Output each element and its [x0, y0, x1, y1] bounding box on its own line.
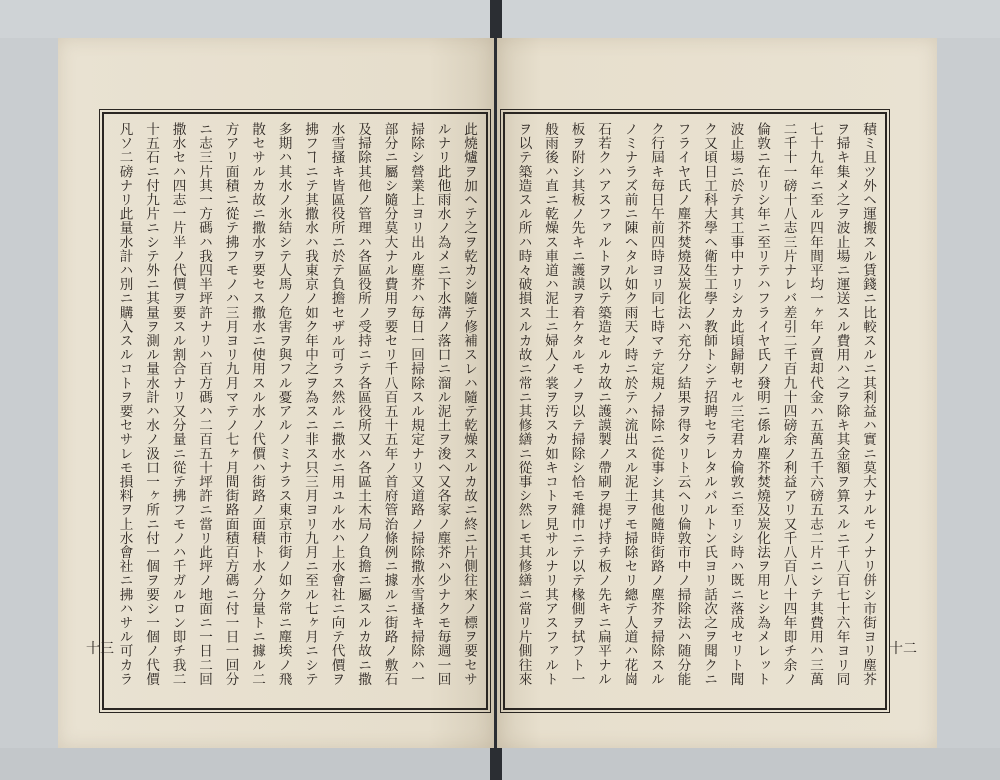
- left-page: [58, 38, 494, 748]
- left-page-number: 十三: [86, 641, 114, 657]
- left-page-text: [108, 122, 482, 700]
- right-page-number: 十二: [889, 641, 917, 657]
- right-page-text: [509, 122, 881, 700]
- right-page: [497, 38, 937, 748]
- left-page-frame: [102, 112, 488, 710]
- right-page-frame: [503, 112, 887, 710]
- left-page-body: 此燒爐ヲ加ヘテ之ヲ乾カシ隨テ修補スレハ隨テ乾燥スルカ故ニ終ニ片側往來ノ標ヲ要セサルナリ此他雨水ノ為メニ下水溝ノ落口ニ溜ル泥土ヲ浚ヘ又各家ノ塵芥ハ少ナクモ毎週一回掃除シ營業上ヨリ出ル塵芥ハ毎日一回掃除スル規定ナリ又道路ノ掃除撒水雪搔キ掃除ハ一部分ニ屬シ隨分莫大ナル費用ヲ要セリ千八百五十五年ノ首府管治條例ニ據ルニ街路ノ敷石及掃除其他ノ管理ハ各區役所ノ受持ニテ各區役所又ハ各區土木局ノ負擔ニ屬スルカ故ニ撒水雪搔キ皆區役所ニ於テ負擔セザル可ラス然ルニ撒水ニ用ユル水ハ上水會社ニ向テ代價ヲ拂フヿニテ其撒水ハ我東京ノ如ク年中之ヲ為スニ非ス只三月ヨリ九月ニ至ル七ヶ月ニシテ多期ハ其水ノ氷結シテ人馬ノ危害ヲ與フル憂アルノミナラス東京市街ノ如ク常ニ塵埃ノ飛散セサルカ故ニ撒水ヲ要セス撒水ニ使用スル水ノ代價ハ街路ノ面積ト水ノ分量トニ據ル二方アリ面積ニ從テ拂フモノハ三月ヨリ九月マテノ七ヶ月間街路面積百方碼ニ付一日一回分ニ志三片其一方碼ハ我四半坪許ナリハ百方碼ハ二百五十坪許ニ當リ此坪ノ地面ニ一日二回撒水セハ四志一片半ノ代價ヲ要スル割合ナリ又分量ニ從テ拂フモノハ千ガルロン即チ我二十五石ニ付九片ニシテ外ニ其量ヲ測ル量水計ハ水ノ汲口一ヶ所ニ付一個ヲ要シ一個ノ代價凡ソ二磅ナリ此量水計ハ別ニ購入スルコトヲ要セサレモ損料ヲ上水會社ニ拂ハサル可カラ: [116, 122, 477, 686]
- right-page-body: 積ミ且ツ外ヘ運搬スル賃錢ニ比較スルニ其利益ハ實ニ莫大ナルモノナリ併シ市街ヨリ塵芥ヲ掃キ集メ之ヲ波止場ニ運送スル費用ハ之ヲ除キ其金額ヲ算スルニ千八百七十六年ヨリ同七十九年ニ至ル四年間平均一ヶ年ノ賣却代金ハ五萬五千六磅五志二片ニシテ其費用ハ三萬二千十一磅十八志三片ナレバ差引二千百九十四磅余ノ利益アリ又千八百八十四年即チ余ノ倫敦ニ在リシ年ニ至リテハフライヤ氏ノ發明ニ係ル塵芥焚燒及炭化法ヲ用ヒシ為メレット波止場ニ於テ其工事中ナリシカ此頃歸朝セル三宅君カ倫敦ニ至リシ時ハ既ニ落成セリト聞ク又頃日工科大學ヘ衛生工學ノ教師トシテ招聘セラレタルバルトン氏ヨリ話次之ヲ聞クニフライヤ氏ノ塵芥焚燒及炭化法ハ充分ノ結果ヲ得タリト云ヘリ倫敦市中ノ掃除法ハ随分能ク行屆キ毎日午前四時ヨリ同七時マテ定規ノ掃除ニ從事シ其他隨時街路ノ塵芥ヲ掃除スルノミナラズ前ニ陳ヘタル如ク雨天ノ時ニ於テハ流出スル泥土ヲモ掃除セリ總テ人道ハ花崗石若クハアスファルトヲ以テ築造セルカ故ニ護謨製ノ帶刷ヲ提げ持チ板ノ先キニ扁平ナル板ヲ附シ其板ノ先キニ護謨ヲ着ケタルモノヲ以テ掃除シ恰モ雜巾ニテ以テ椽側ヲ拭フト一般雨後ハ直ニ乾燥ス車道ハ泥土ニ婦人ノ裳ヲ汚スカ如キコトヲ見サルナリ其アスファルトヲ以テ築造スル所ハ時々破損スルカ故ニ常ニ其修繕ニ從事シ然レモ其修繕ニ當リ片側往來: [515, 122, 876, 686]
